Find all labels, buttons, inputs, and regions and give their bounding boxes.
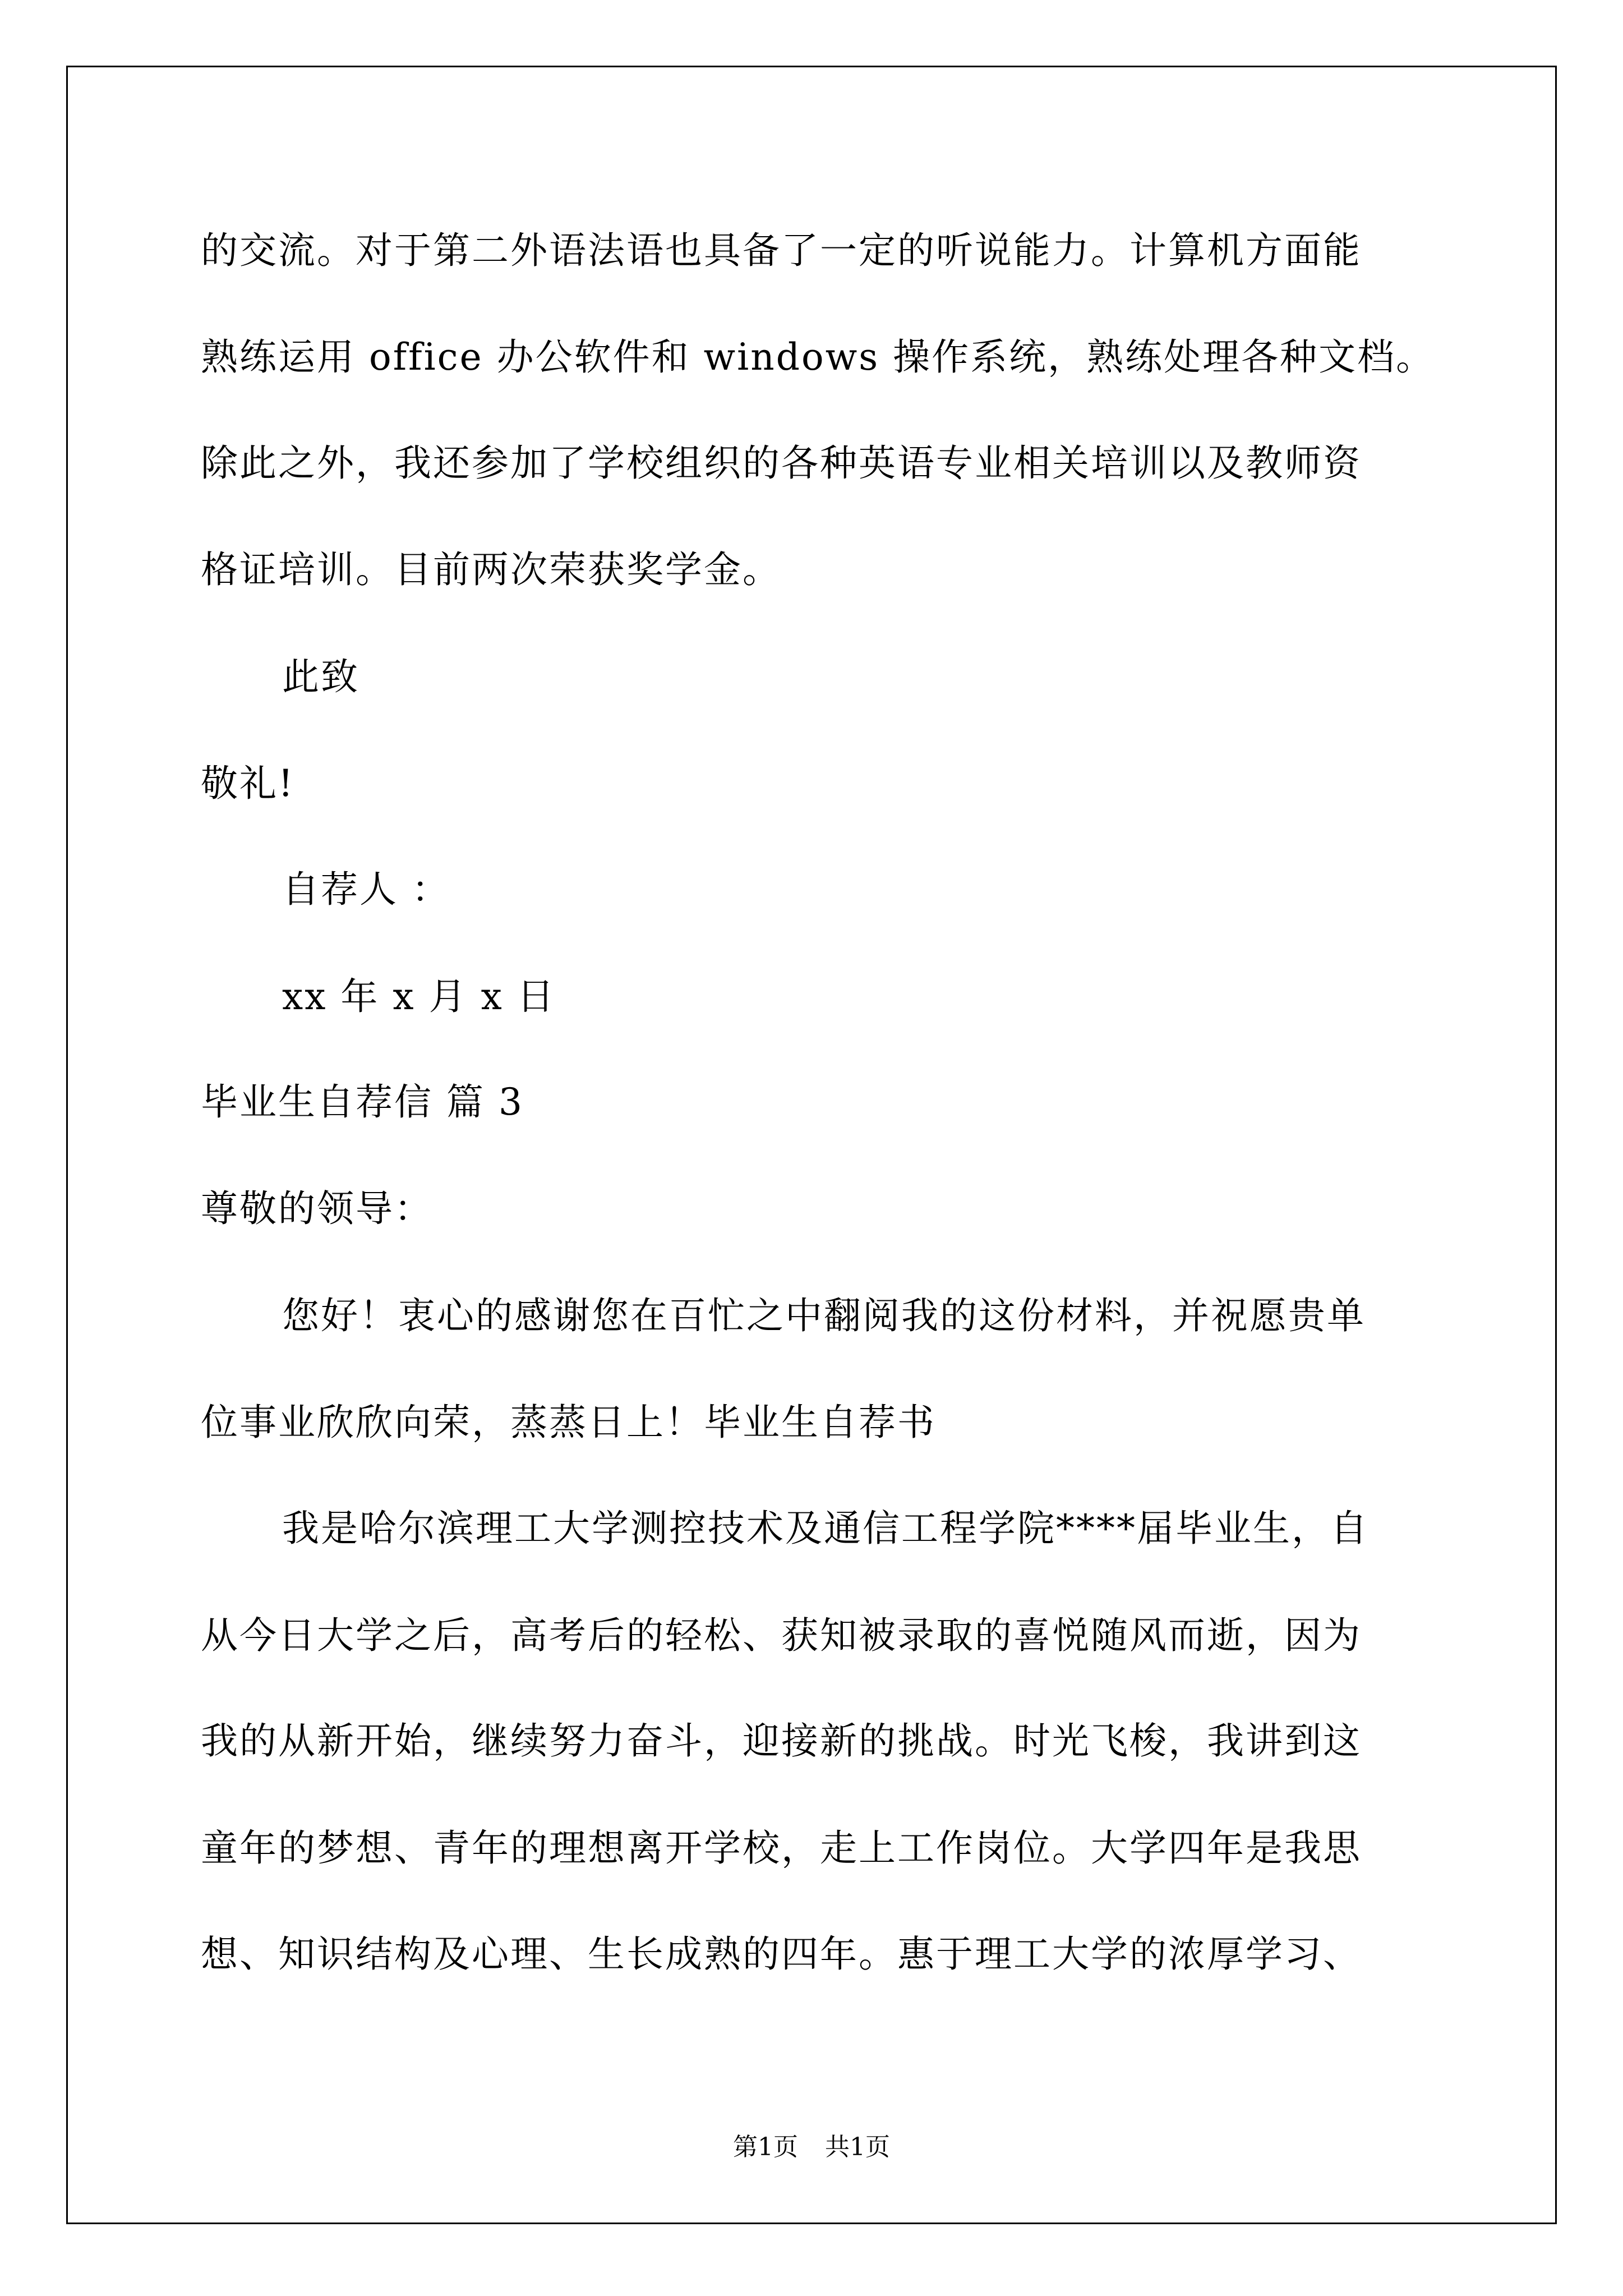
date-line: xx 年 x 月 x 日 — [282, 975, 556, 1018]
section-heading: 毕业生自荐信 篇 3 — [201, 1080, 524, 1124]
closing-phrase: 此致 — [282, 655, 359, 698]
text-line: 从今日大学之后，高考后的轻松、获知被录取的喜悦随风而逝，因为 — [201, 1614, 1362, 1657]
greeting: 尊敬的领导： — [201, 1187, 433, 1230]
salutation-closing: 敬礼! — [201, 762, 295, 805]
signature-label: 自荐人 ： — [282, 868, 450, 911]
page-footer — [0, 2132, 1623, 2163]
page-number: 第1页 — [733, 2133, 798, 2161]
text-line: 位事业欣欣向荣，蒸蒸日上！毕业生自荐书 — [201, 1401, 936, 1444]
text-line: 格证培训。目前两次荣获奖学金。 — [201, 548, 781, 591]
page-border — [66, 66, 1557, 2224]
text-line: 童年的梦想、青年的理想离开学校，走上工作岗位。大学四年是我思 — [201, 1826, 1362, 1870]
page-count: 共1页 — [825, 2133, 890, 2161]
text-line: 的交流。对于第二外语法语也具备了一定的听说能力。计算机方面能 — [201, 229, 1362, 272]
text-line: 我是哈尔滨理工大学测控技术及通信工程学院****届毕业生，自 — [282, 1507, 1369, 1550]
text-line: 您好！衷心的感谢您在百忙之中翻阅我的这份材料，并祝愿贵单 — [282, 1294, 1366, 1337]
text-line: 除此之外，我还参加了学校组织的各种英语专业相关培训以及教师资 — [201, 441, 1362, 485]
text-line: 熟练运用 office 办公软件和 windows 操作系统，熟练处理各种文档。 — [201, 335, 1435, 379]
text-line: 想、知识结构及心理、生长成熟的四年。惠于理工大学的浓厚学习、 — [201, 1932, 1362, 1976]
text-line: 我的从新开始，继续努力奋斗，迎接新的挑战。时光飞梭，我讲到这 — [201, 1719, 1362, 1763]
